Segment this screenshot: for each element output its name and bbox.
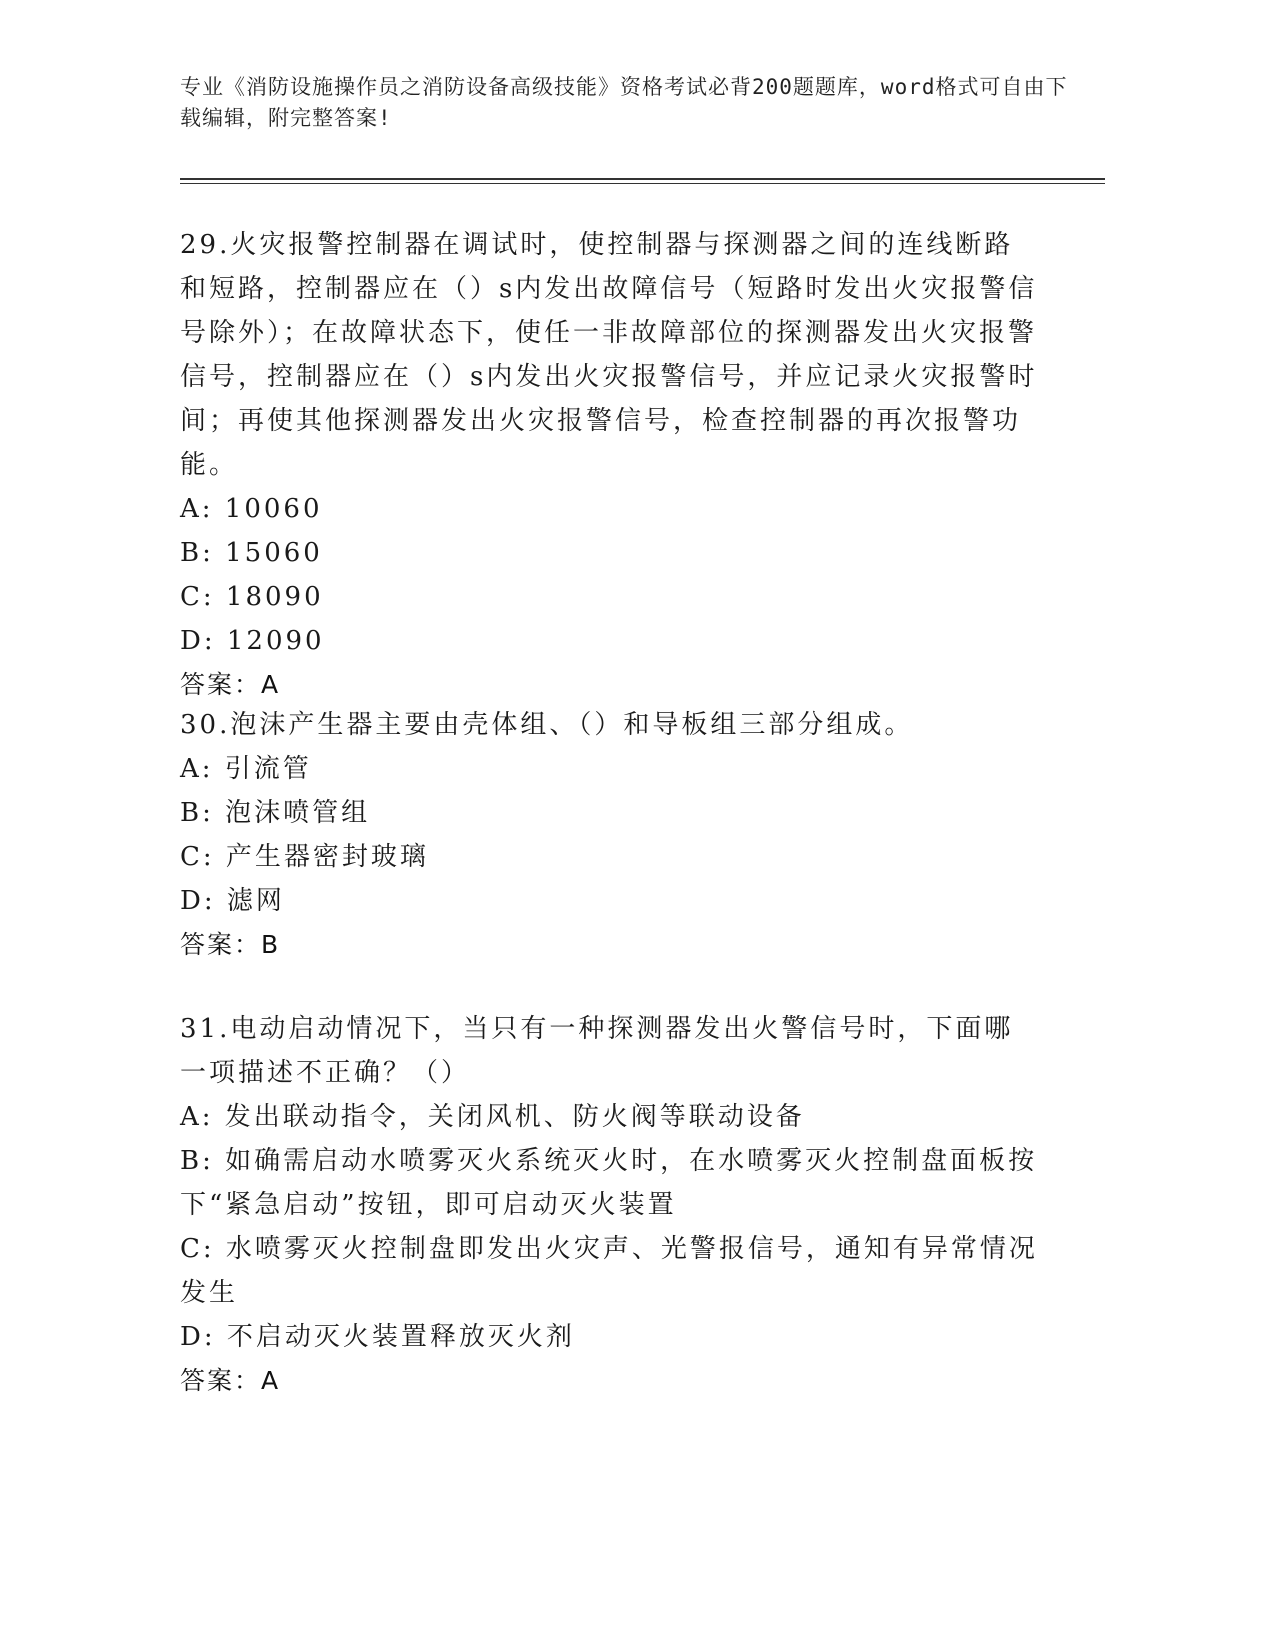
- option-c: C: 产生器密封玻璃: [180, 842, 429, 872]
- option-a: A: 发出联动指令，关闭风机、防火阀等联动设备: [180, 1102, 805, 1132]
- option-a: A: 引流管: [180, 754, 312, 784]
- answer-line: 答案：A: [180, 670, 281, 699]
- option-b: B: 15060: [180, 538, 323, 568]
- question-stem: 31.电动启动情况下，当只有一种探测器发出火警信号时，下面哪一项描述不正确？（）: [180, 1014, 1014, 1088]
- option-d: D: 12090: [180, 626, 325, 656]
- header-divider-thick: [180, 178, 1105, 180]
- option-b: B: 泡沫喷管组: [180, 798, 371, 828]
- option-d: D: 滤网: [180, 886, 285, 916]
- question-30: [180, 703, 1040, 967]
- question-31: [180, 1007, 1040, 1403]
- option-c: C: 水喷雾灭火控制盘即发出火灾声、光警报信号，通知有异常情况发生: [180, 1234, 1038, 1308]
- question-stem: 30.泡沫产生器主要由壳体组、（）和导板组三部分组成。: [180, 710, 914, 740]
- header-divider-thin: [180, 183, 1105, 184]
- option-a: A: 10060: [180, 494, 323, 524]
- option-c: C: 18090: [180, 582, 324, 612]
- answer-line: 答案：B: [180, 930, 281, 959]
- option-b: B: 如确需启动水喷雾灭火系统灭火时，在水喷雾灭火控制盘面板按下“紧急启动”按钮，即可启动灭火装置: [180, 1146, 1038, 1220]
- answer-line: 答案：A: [180, 1366, 281, 1395]
- question-stem: 29.火灾报警控制器在调试时，使控制器与探测器之间的连线断路和短路，控制器应在（）s内发出故障信号（短路时发出火灾报警信号除外）；在故障状态下，使任一非故障部位的探测器发出火灾报警信号，控制器应在（）s内发出火灾报警信号，并应记录火灾报警时间；再使其他探测器发出火灾报警信号，检查控制器的再次报警功能。: [180, 230, 1038, 480]
- document-header: 专业《消防设施操作员之消防设备高级技能》资格考试必背200题题库，word格式可自由下载编辑，附完整答案!: [180, 75, 1068, 130]
- option-d: D: 不启动灭火装置释放灭火剂: [180, 1322, 575, 1352]
- question-29: [180, 223, 1040, 707]
